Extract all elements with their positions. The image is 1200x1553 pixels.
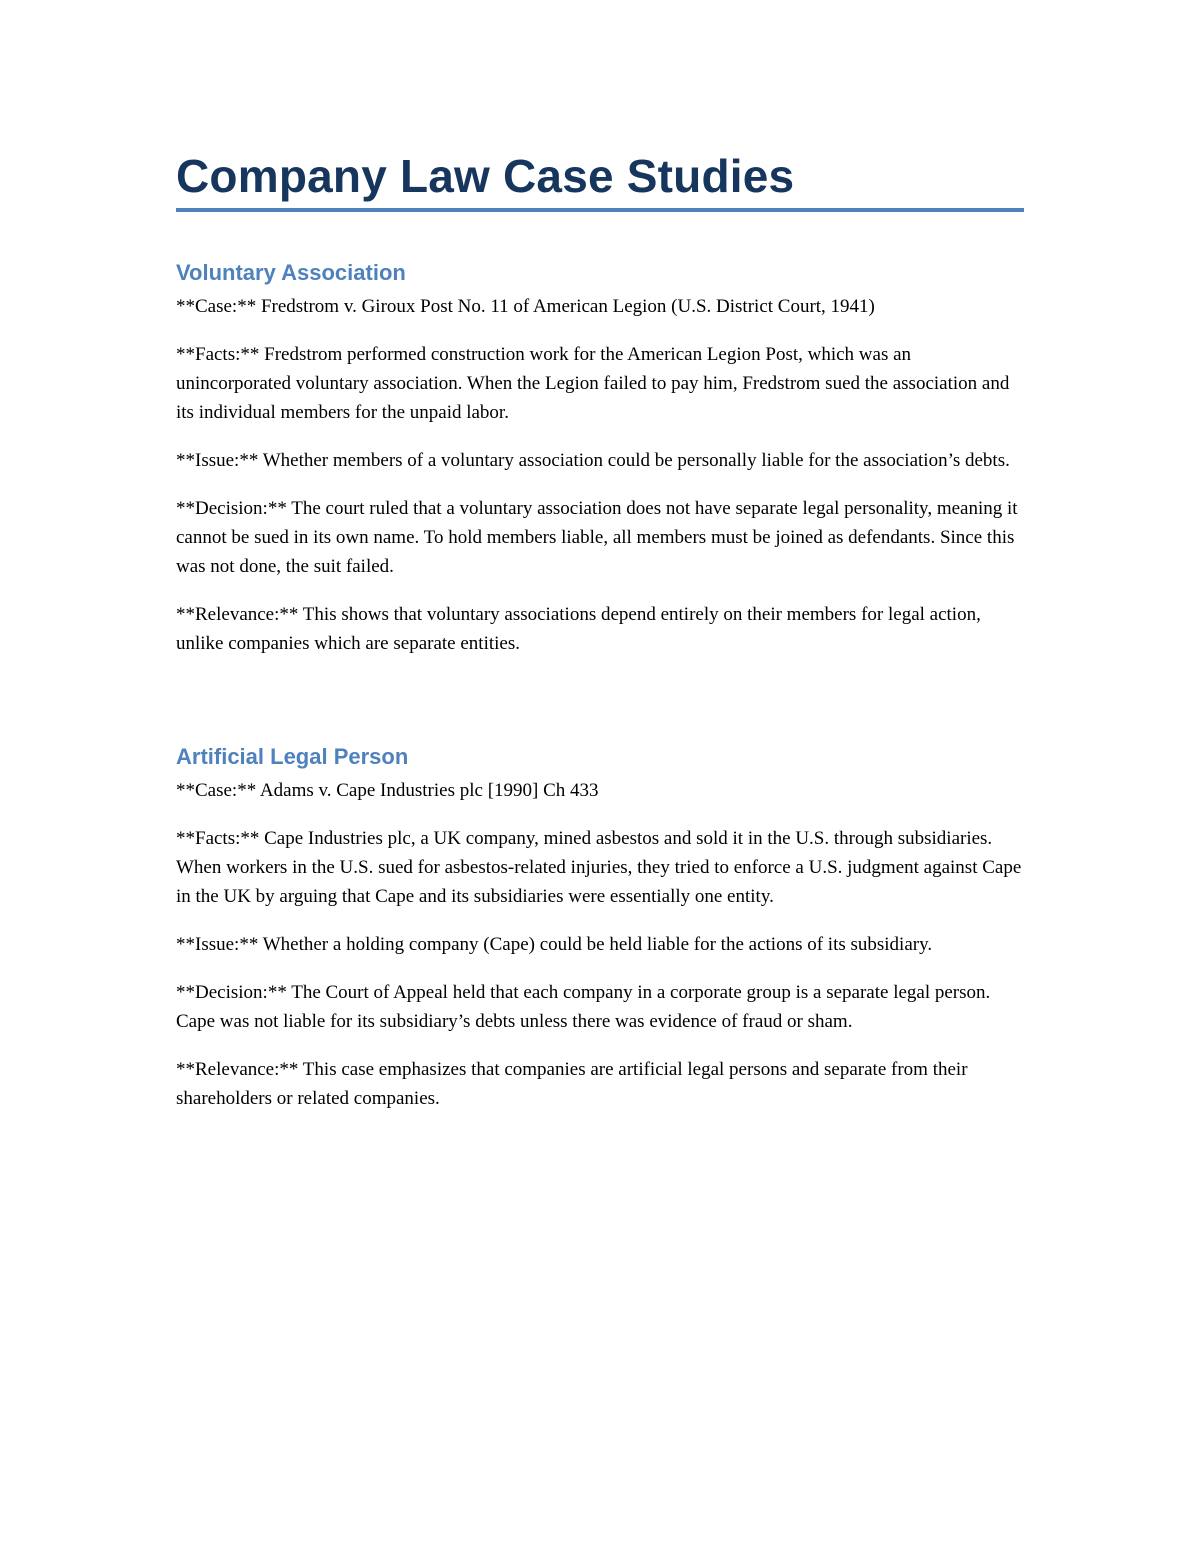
facts-paragraph: **Facts:** Fredstrom performed construction work for the American Legion Post, which was an unincorporated voluntary association. When the Legion failed to pay him, Fredstrom sued the association and its individual members for the unpaid labor.	[176, 344, 1010, 423]
section-voluntary-association	[176, 254, 1024, 658]
section-artificial-legal-person	[176, 738, 1024, 1113]
section-heading: Voluntary Association	[176, 260, 406, 285]
document-page	[176, 140, 1024, 1132]
decision-paragraph: **Decision:** The court ruled that a voluntary association does not have separate legal personality, meaning it cannot be sued in its own name. To hold members liable, all members must be joined as defendants. Since this was not done, the suit failed.	[176, 498, 1018, 577]
issue-paragraph: **Issue:** Whether members of a voluntary association could be personally liable for the association’s debts.	[176, 450, 1010, 471]
issue-paragraph: **Issue:** Whether a holding company (Cape) could be held liable for the actions of its subsidiary.	[176, 934, 933, 955]
document-title: Company Law Case Studies	[176, 150, 795, 202]
case-paragraph: **Case:** Adams v. Cape Industries plc [1990] Ch 433	[176, 780, 599, 801]
facts-paragraph: **Facts:** Cape Industries plc, a UK company, mined asbestos and sold it in the U.S. through subsidiaries. When workers in the U.S. sued for asbestos-related injuries, they tried to enforce a U.S. judgment against Cape in the UK by arguing that Cape and its subsidiaries were essentially one entity.	[176, 828, 1022, 907]
relevance-paragraph: **Relevance:** This shows that voluntary associations depend entirely on their members for legal action, unlike companies which are separate entities.	[176, 604, 981, 654]
decision-paragraph: **Decision:** The Court of Appeal held that each company in a corporate group is a separate legal person. Cape was not liable for its subsidiary’s debts unless there was evidence of fraud or sham.	[176, 982, 991, 1032]
section-heading: Artificial Legal Person	[176, 744, 409, 769]
case-paragraph: **Case:** Fredstrom v. Giroux Post No. 11 of American Legion (U.S. District Court, 1941)	[176, 296, 875, 317]
relevance-paragraph: **Relevance:** This case emphasizes that companies are artificial legal persons and separate from their shareholders or related companies.	[176, 1059, 968, 1109]
